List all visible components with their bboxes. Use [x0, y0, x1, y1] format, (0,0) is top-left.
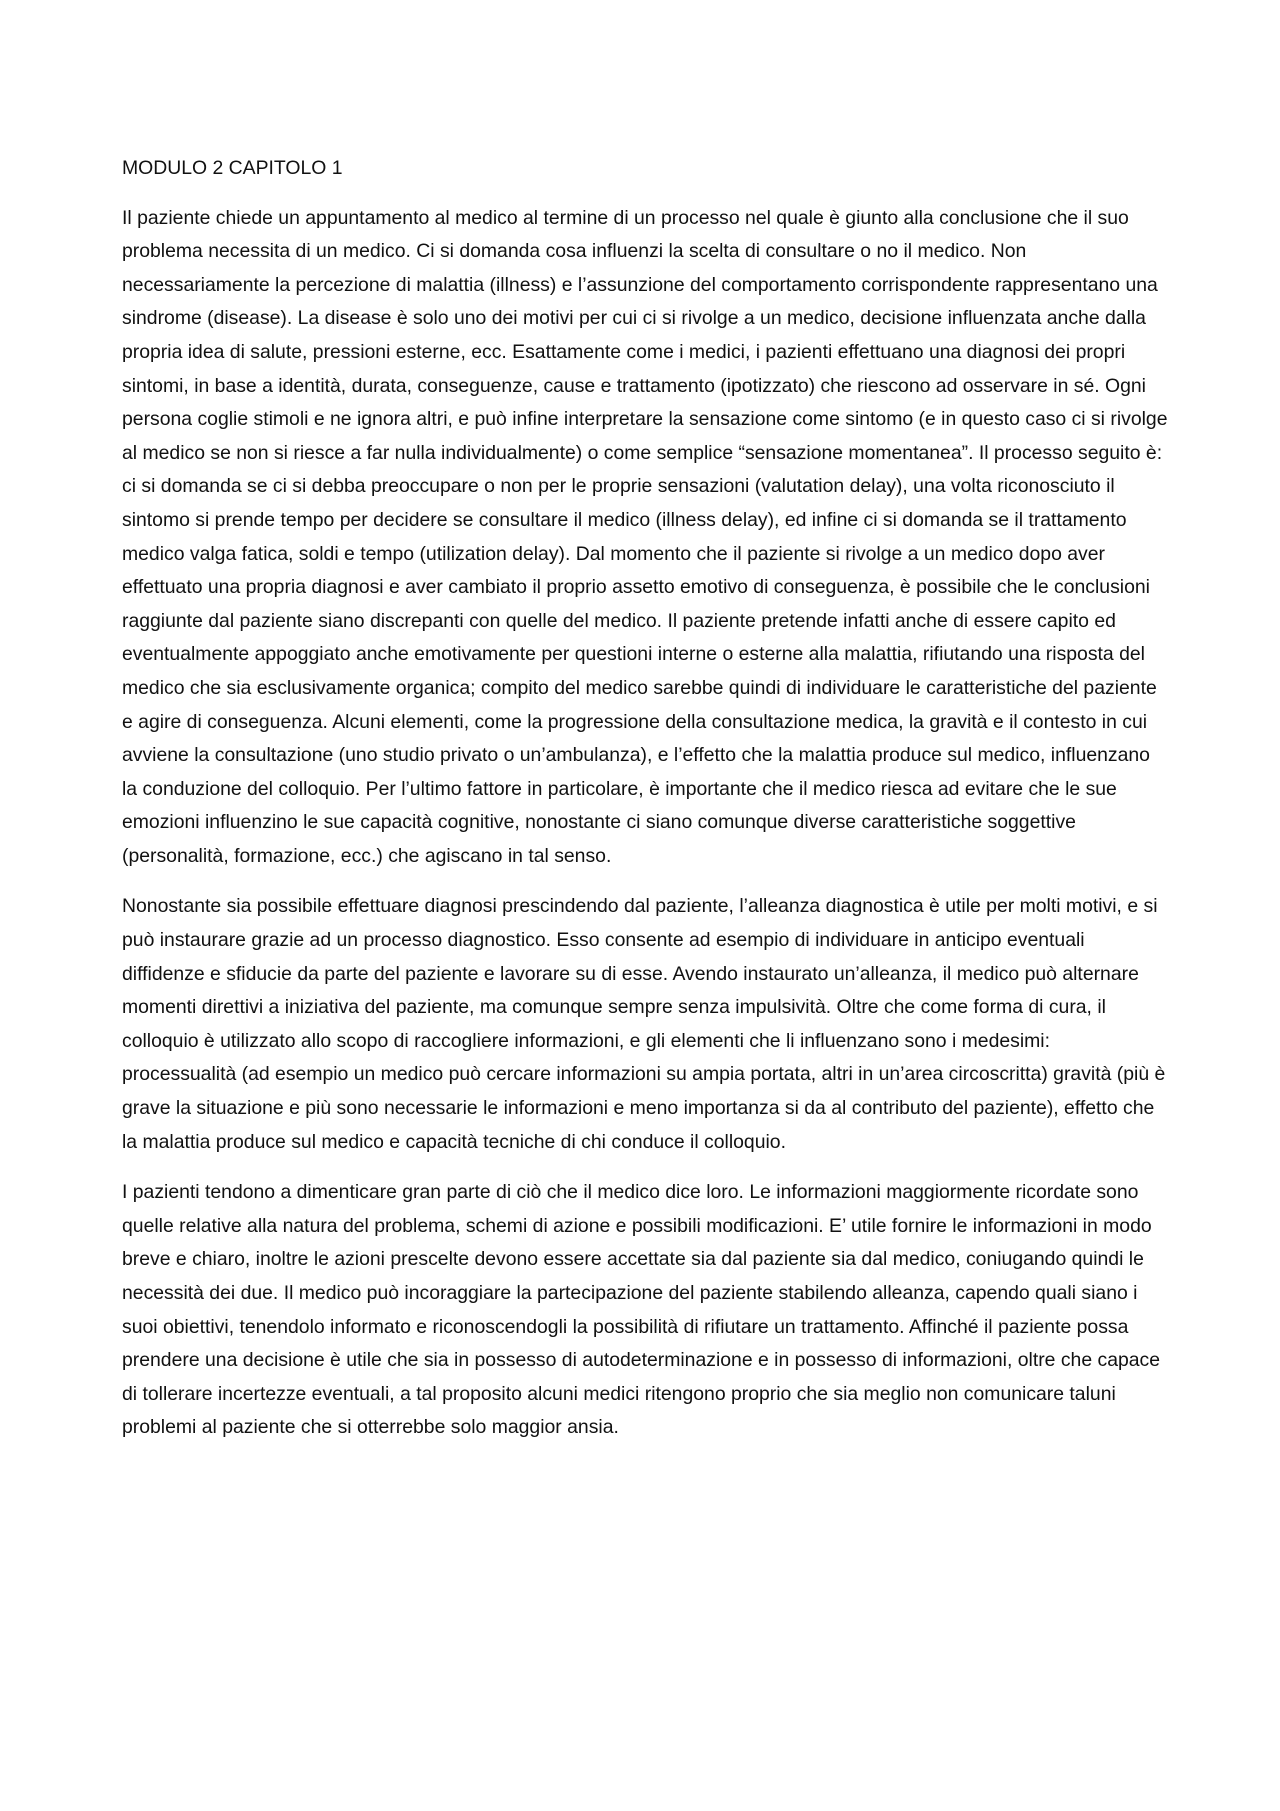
- paragraph-patient-information: I pazienti tendono a dimenticare gran parte di ciò che il medico dice loro. Le informazioni maggiormente ricordate sono quelle relative alla natura del problema, schemi di azione e possibili modificazioni. E’ utile fornire le informazioni in modo breve e chiaro, inoltre le azioni prescelte devono essere accettate sia dal paziente sia dal medico, coniugando quindi le necessità dei due. Il medico può incoraggiare la partecipazione del paziente stabilendo alleanza, capendo quali siano i suoi obiettivi, tenendolo informato e riconoscendogli la possibilità di rifiutare un trattamento. Affinché il paziente possa prendere una decisione è utile che sia in possesso di autodeterminazione e in possesso di informazioni, oltre che capace di tollerare incertezze eventuali, a tal proposito alcuni medici ritengono proprio che sia meglio non comunicare taluni problemi al paziente che si otterrebbe solo maggior ansia.: [122, 1181, 1161, 1439]
- paragraph-patient-decision: Il paziente chiede un appuntamento al medico al termine di un processo nel quale è giunto alla conclusione che il suo problema necessita di un medico. Ci si domanda cosa influenzi la scelta di consultare o no il medico. Non necessariamente la percezione di malattia (illness) e l’assunzione del comportamento corrispondente rappresentano una sindrome (disease). La disease è solo uno dei motivi per cui ci si rivolge a un medico, decisione influenzata anche dalla propria idea di salute, pressioni esterne, ecc. Esattamente come i medici, i pazienti effettuano una diagnosi dei propri sintomi, in base a identità, durata, conseguenze, cause e trattamento (ipotizzato) che riescono ad osservare in sé. Ogni persona coglie stimoli e ne ignora altri, e può infine interpretare la sensazione come sintomo (e in questo caso ci si rivolge al medico se non si riesce a far nulla individualmente) o come semplice “sensazione momentanea”. Il processo seguito è: ci si domanda se ci si debba preoccupare o non per le proprie sensazioni (valutation delay), una volta riconosciuto il sintomo si prende tempo per decidere se consultare il medico (illness delay), ed infine ci si domanda se il trattamento medico valga fatica, soldi e tempo (utilization delay). Dal momento che il paziente si rivolge a un medico dopo aver effettuato una propria diagnosi e aver cambiato il proprio assetto emotivo di conseguenza, è possibile che le conclusioni raggiunte dal paziente siano discrepanti con quelle del medico. Il paziente pretende infatti anche di essere capito ed eventualmente appoggiato anche emotivamente per questioni interne o esterne alla malattia, rifiutando una risposta del medico che sia esclusivamente organica; compito del medico sarebbe quindi di individuare le caratteristiche del paziente e agire di conseguenza. Alcuni elementi, come la progressione della consultazione medica, la gravità e il contesto in cui avviene la consultazione (uno studio privato o un’ambulanza), e l’effetto che la malattia produce sul medico, influenzano la conduzione del colloquio. Per l’ultimo fattore in particolare, è importante che il medico riesca ad evitare che le sue emozioni influenzino le sue capacità cognitive, nonostante ci siano comunque diverse caratteristiche soggettive (personalità, formazione, ecc.) che agiscano in tal senso.: [122, 206, 1168, 867]
- document-body: [122, 152, 1168, 1462]
- paragraph-diagnostic-alliance: Nonostante sia possibile effettuare diagnosi prescindendo dal paziente, l’alleanza diagnostica è utile per molti motivi, e si può instaurare grazie ad un processo diagnostico. Esso consente ad esempio di individuare in anticipo eventuali diffidenze e sfiducie da parte del paziente e lavorare su di esse. Avendo instaurato un’alleanza, il medico può alternare momenti direttivi a iniziativa del paziente, ma comunque sempre senza impulsività. Oltre che come forma di cura, il colloquio è utilizzato allo scopo di raccogliere informazioni, e gli elementi che li influenzano sono i medesimi: processualità (ad esempio un medico può cercare informazioni su ampia portata, altri in un’area circoscritta) gravità (più è grave la situazione e più sono necessarie le informazioni e meno importanza si da al contributo del paziente), effetto che la malattia produce sul medico e capacità tecniche di chi conduce il colloquio.: [122, 895, 1166, 1153]
- chapter-title: MODULO 2 CAPITOLO 1: [122, 157, 343, 179]
